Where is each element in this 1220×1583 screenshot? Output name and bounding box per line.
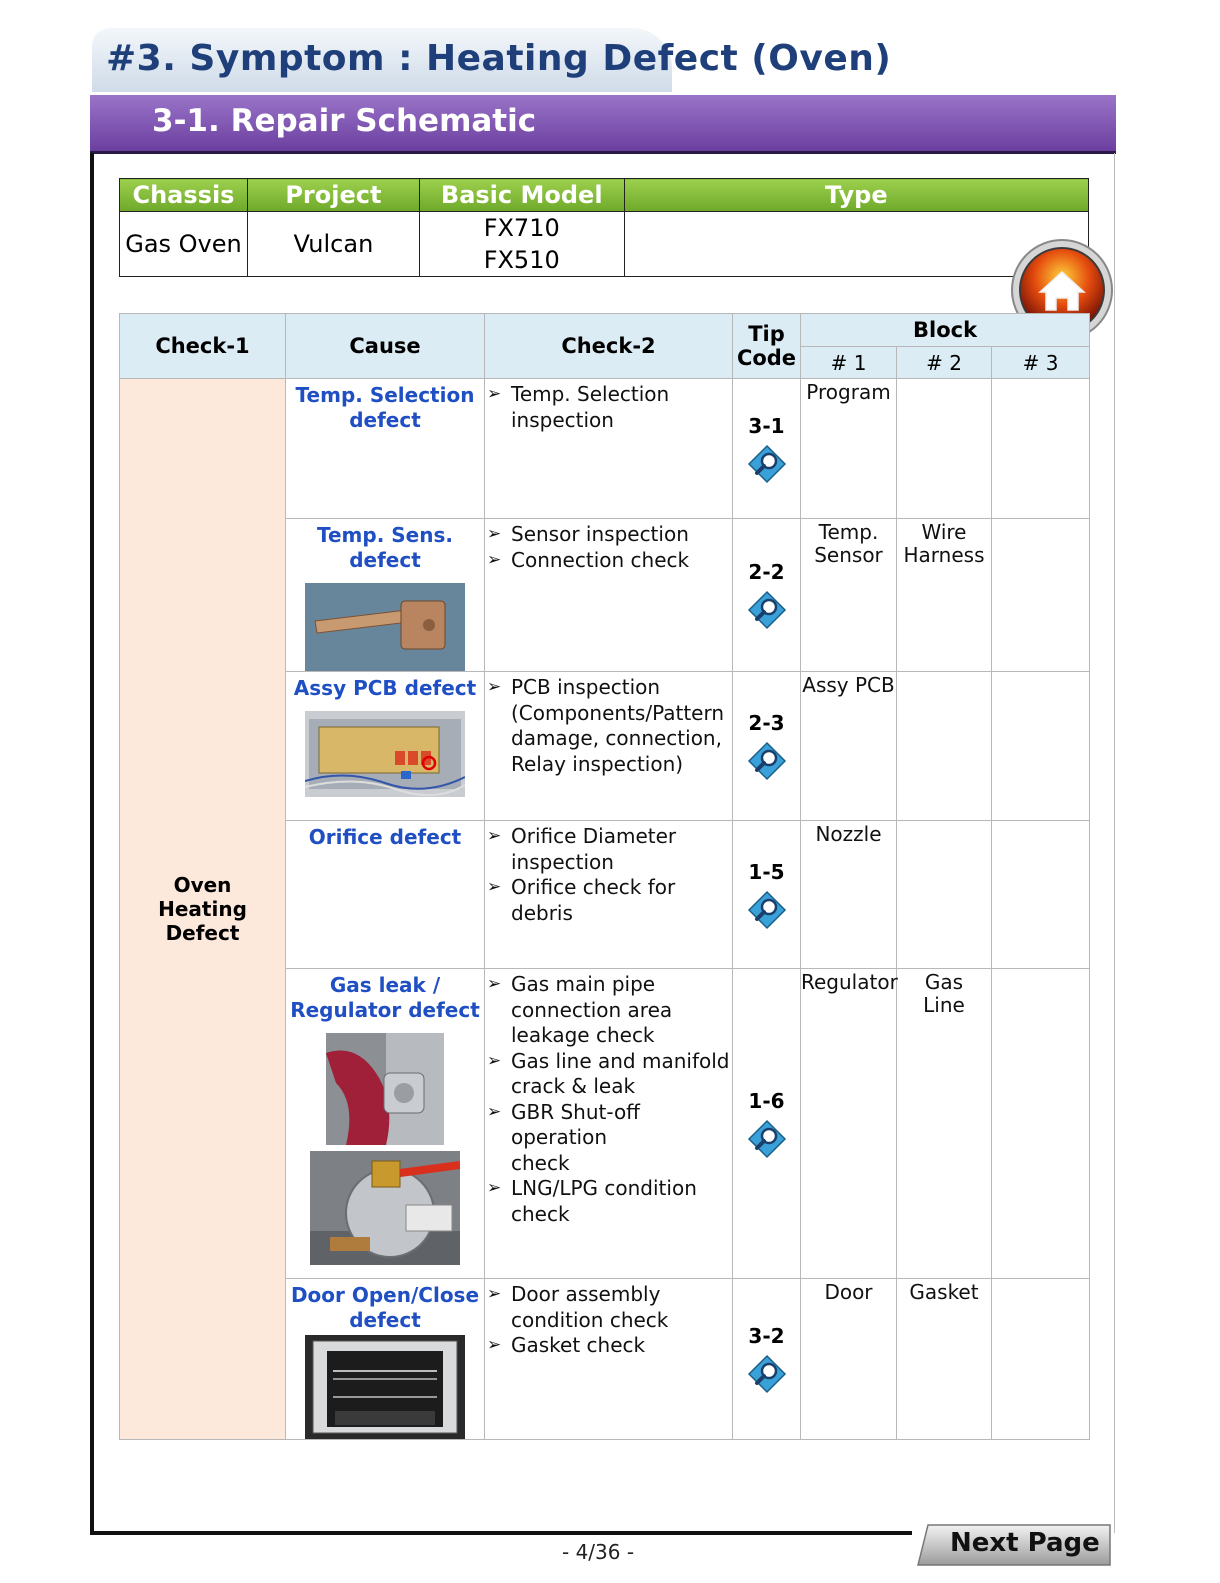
- check-item: ➢ Sensor inspection: [487, 522, 689, 546]
- block1-cell: Assy PCB: [801, 672, 897, 821]
- arrow-bullet-icon: ➢: [487, 826, 502, 846]
- check-item-cont: check: [511, 1150, 570, 1175]
- check-item-cont: inspection: [511, 849, 614, 874]
- table-row: [120, 379, 1090, 519]
- cause-label: Orifice defect: [308, 825, 462, 849]
- cause-cell: [286, 1279, 485, 1440]
- check-item: ➢ Door assembly: [487, 1282, 661, 1306]
- check1-line: Defect: [165, 921, 240, 945]
- cause-label: Regulator defect: [290, 998, 480, 1022]
- header-tip: Tip: [748, 322, 785, 346]
- tip-code: 1-6: [748, 1088, 785, 1113]
- check2-cell: [485, 969, 733, 1279]
- check-item-cont: check: [511, 1201, 570, 1226]
- magnifier-icon[interactable]: [747, 1119, 787, 1159]
- tip-cell: [733, 1279, 801, 1440]
- check-item: ➢ GBR Shut-off operation: [487, 1099, 640, 1149]
- header-check1: Check-1: [120, 314, 286, 379]
- cause-label: Assy PCB defect: [293, 676, 477, 700]
- header-type: Type: [624, 179, 1088, 212]
- cause-label: Temp. Sens. defect: [317, 523, 453, 572]
- tip-cell: [733, 379, 801, 519]
- repair-schematic-table: [119, 313, 1090, 1440]
- cause-label: defect: [349, 1308, 421, 1332]
- block3-cell: [992, 672, 1090, 821]
- check2-cell: [485, 821, 733, 969]
- check2-cell: [485, 519, 733, 672]
- model-2: FX510: [483, 246, 560, 274]
- check2-cell: [485, 379, 733, 519]
- cause-label: Gas leak /: [329, 973, 441, 997]
- tip-code: 2-2: [748, 560, 785, 584]
- check-item: ➢ Temp. Selection: [487, 382, 670, 406]
- header-project: Project: [247, 179, 419, 212]
- frame-left-border: [90, 153, 94, 1535]
- check-item: ➢ Orifice check for: [487, 875, 676, 899]
- cause-label: Temp. Selection: [295, 383, 475, 407]
- chassis-value: Gas Oven: [120, 212, 248, 277]
- section-title: 3-1. Repair Schematic: [152, 103, 537, 139]
- block1-cell: Regulator: [801, 969, 897, 1279]
- header-chassis: Chassis: [120, 179, 248, 212]
- header-block-1: # 1: [801, 347, 897, 379]
- tip-cell: [733, 672, 801, 821]
- check2-cell: [485, 1279, 733, 1440]
- check-item-cont: damage, connection,: [511, 726, 722, 750]
- check-item-cont: (Components/Pattern: [511, 700, 725, 725]
- arrow-bullet-icon: ➢: [487, 677, 502, 697]
- project-value: Vulcan: [247, 212, 419, 277]
- oven-door-photo: [305, 1335, 465, 1439]
- arrow-bullet-icon: ➢: [487, 549, 502, 570]
- page-title: #3. Symptom : Heating Defect (Oven): [106, 38, 892, 79]
- header-block-3: # 3: [992, 347, 1090, 379]
- block3-cell: [992, 519, 1090, 672]
- block1-cell: Nozzle: [801, 821, 897, 969]
- tip-code: 1-5: [748, 859, 785, 884]
- cause-cell: [286, 519, 485, 672]
- arrow-bullet-icon: ➢: [487, 974, 502, 994]
- block2-cell: Gasket: [897, 1279, 992, 1440]
- block3-cell: [992, 821, 1090, 969]
- block2-cell: Wire Harness: [897, 519, 992, 672]
- arrow-bullet-icon: ➢: [487, 877, 502, 897]
- block3-cell: [992, 379, 1090, 519]
- check-item-cont: inspection: [511, 407, 614, 432]
- arrow-bullet-icon: ➢: [487, 1335, 502, 1355]
- header-code: Code: [736, 346, 797, 370]
- block3-cell: [992, 969, 1090, 1279]
- check-item-cont: Relay inspection): [511, 751, 684, 776]
- cause-label: Door Open/Close: [290, 1283, 480, 1307]
- check1-line: Oven: [173, 873, 232, 897]
- check-item: ➢ Orifice Diameter: [487, 824, 677, 848]
- block3-cell: [992, 1279, 1090, 1440]
- frame-bottom-border: [90, 1531, 912, 1535]
- pcb-photo: [305, 711, 465, 797]
- magnifier-icon[interactable]: [747, 1354, 787, 1394]
- next-page-label[interactable]: Next Page: [950, 1528, 1100, 1558]
- arrow-bullet-icon: ➢: [487, 524, 502, 544]
- check-item-cont: leakage check: [511, 1023, 655, 1047]
- check-item-cont: condition check: [511, 1307, 669, 1332]
- cause-cell: [286, 379, 485, 519]
- block1-cell: Program: [801, 379, 897, 519]
- gas-pipe-photo: [326, 1033, 444, 1145]
- cause-cell: [286, 821, 485, 969]
- cause-cell: [286, 672, 485, 821]
- check1-line: Heating: [158, 897, 247, 921]
- check-item: ➢ Gas main pipe: [487, 972, 656, 996]
- frame-right-border: [1114, 153, 1115, 1533]
- arrow-bullet-icon: ➢: [487, 1178, 502, 1198]
- arrow-bullet-icon: ➢: [487, 384, 502, 404]
- block2-cell: Gas Line: [897, 969, 992, 1279]
- check-item: ➢ Gasket check: [487, 1333, 646, 1357]
- tip-cell: [733, 519, 801, 672]
- check-item-cont: crack & leak: [511, 1074, 636, 1098]
- check-item-cont: debris: [511, 900, 573, 925]
- check-item: ➢ PCB inspection: [487, 675, 661, 699]
- page-number: - 4/36 -: [562, 1540, 635, 1564]
- check-item: ➢ LNG/LPG condition: [487, 1176, 697, 1200]
- magnifier-icon[interactable]: [747, 741, 787, 781]
- check-item: ➢ Connection check: [487, 547, 690, 572]
- arrow-bullet-icon: ➢: [487, 1284, 502, 1304]
- cause-label: defect: [349, 408, 421, 432]
- model-value: [419, 212, 624, 277]
- block2-cell: [897, 672, 992, 821]
- check-item: ➢ Gas line and manifold: [487, 1048, 730, 1073]
- header-basic-model: Basic Model: [419, 179, 624, 212]
- tip-code: 3-2: [748, 1324, 785, 1348]
- header-check2: Check-2: [485, 314, 733, 379]
- block1-cell: Door: [801, 1279, 897, 1440]
- tip-cell: [733, 821, 801, 969]
- temp-sensor-photo: [305, 583, 465, 671]
- header-block: Block: [801, 314, 1090, 347]
- arrow-bullet-icon: ➢: [487, 1101, 502, 1122]
- arrow-bullet-icon: ➢: [487, 1050, 502, 1071]
- magnifier-icon[interactable]: [747, 890, 787, 930]
- header-cause: Cause: [286, 314, 485, 379]
- cause-cell: [286, 969, 485, 1279]
- magnifier-icon[interactable]: [747, 590, 787, 630]
- regulator-photo: [310, 1151, 460, 1265]
- model-info-table: [119, 178, 1089, 277]
- header-block-2: # 2: [897, 347, 992, 379]
- tip-cell: [733, 969, 801, 1279]
- block1-cell: Temp. Sensor: [801, 519, 897, 672]
- check1-cell: [120, 379, 286, 1440]
- tip-code: 3-1: [748, 413, 785, 438]
- tip-code: 2-3: [748, 711, 785, 735]
- model-1: FX710: [483, 214, 560, 242]
- header-tip-code: [733, 314, 801, 379]
- check-item-cont: connection area: [511, 997, 673, 1022]
- check2-cell: [485, 672, 733, 821]
- block2-cell: [897, 379, 992, 519]
- block2-cell: [897, 821, 992, 969]
- magnifier-icon[interactable]: [747, 444, 787, 484]
